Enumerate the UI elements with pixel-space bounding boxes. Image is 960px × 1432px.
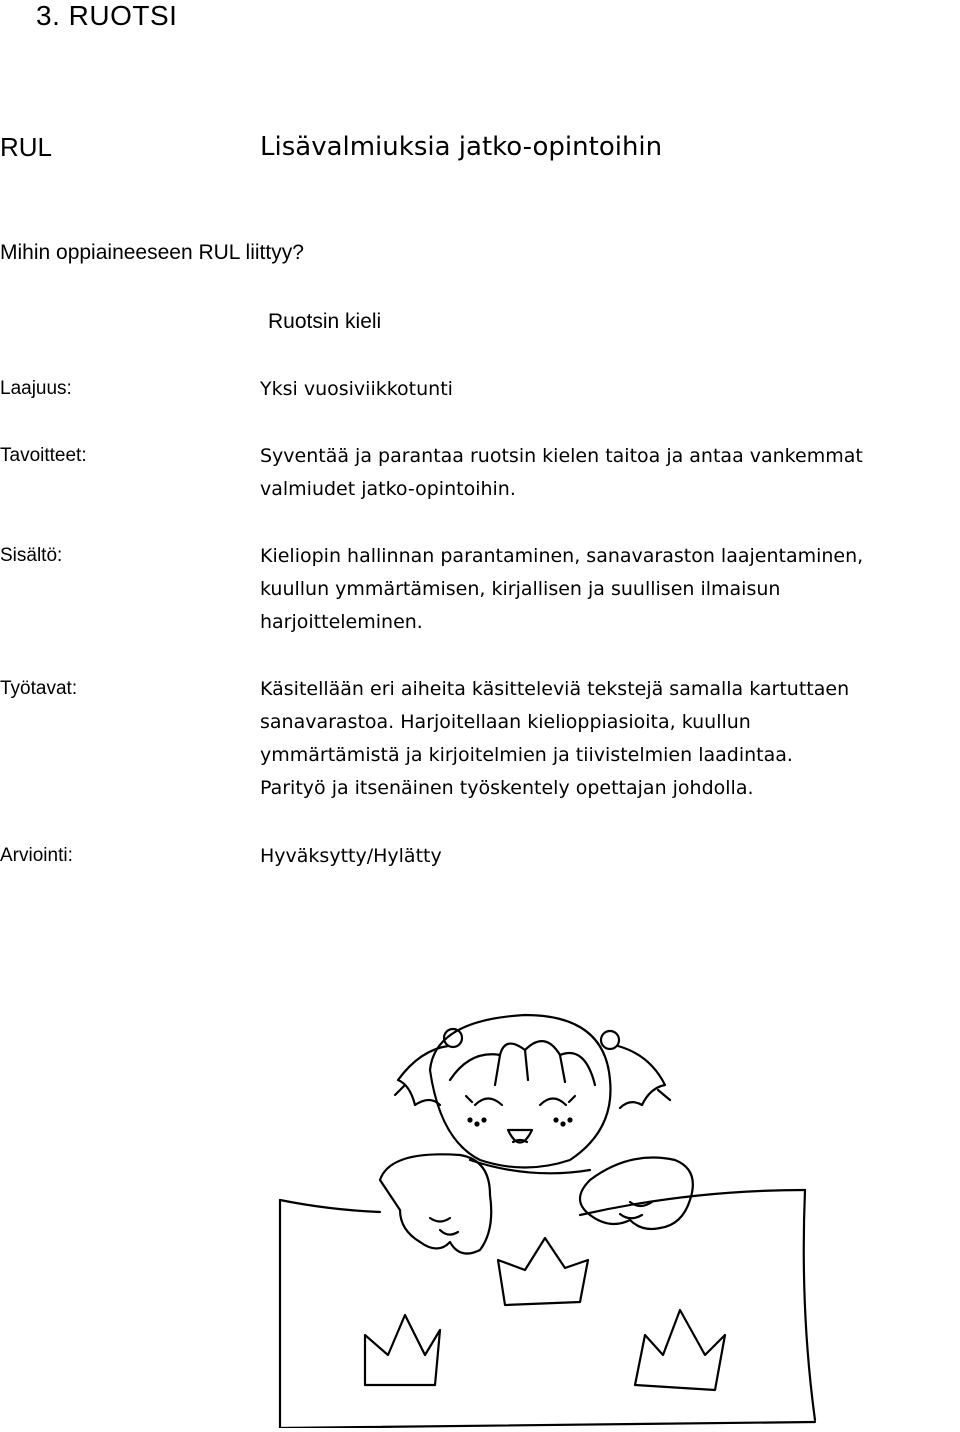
course-title: Lisävalmiuksia jatko-opintoihin	[260, 132, 663, 162]
arviointi-value: Hyväksytty/Hylätty	[260, 845, 442, 867]
tyotavat-label: Työtavat:	[0, 678, 78, 699]
section-heading: 3. RUOTSI	[36, 0, 178, 31]
sisalto-line: harjoitteleminen.	[260, 611, 423, 633]
tyotavat-line: ymmärtämistä ja kirjoitelmien ja tiivistelmien laadintaa.	[260, 744, 793, 766]
tyotavat-value	[260, 673, 960, 805]
sisalto-value	[260, 540, 960, 639]
tavoitteet-line: valmiudet jatko-opintoihin.	[260, 478, 516, 500]
sisalto-line: kuullun ymmärtämisen, kirjallisen ja suullisen ilmaisun	[260, 578, 781, 600]
subject-answer: Ruotsin kieli	[268, 310, 382, 333]
tyotavat-line: Käsitellään eri aiheita käsitteleviä tekstejä samalla kartuttaen	[260, 678, 850, 700]
sisalto-label: Sisältö:	[0, 545, 63, 566]
laajuus-label: Laajuus:	[0, 378, 72, 399]
arviointi-label: Arviointi:	[0, 845, 73, 866]
sisalto-line: Kieliopin hallinnan parantaminen, sanavaraston laajentaminen,	[260, 545, 864, 567]
girl-with-crown-flag-drawing-icon	[270, 1010, 830, 1432]
tavoitteet-label: Tavoitteet:	[0, 445, 87, 466]
tyotavat-line: Parityö ja itsenäinen työskentely opettajan johdolla.	[260, 777, 754, 799]
tyotavat-line: sanavarastoa. Harjoitellaan kielioppiasioita, kuullun	[260, 711, 751, 733]
subject-question: Mihin oppiaineeseen RUL liittyy?	[0, 241, 304, 264]
tavoitteet-value	[260, 440, 960, 506]
course-code: RUL	[0, 132, 53, 162]
laajuus-value: Yksi vuosiviikkotunti	[260, 378, 453, 400]
tavoitteet-line: Syventää ja parantaa ruotsin kielen taitoa ja antaa vankemmat	[260, 445, 863, 467]
